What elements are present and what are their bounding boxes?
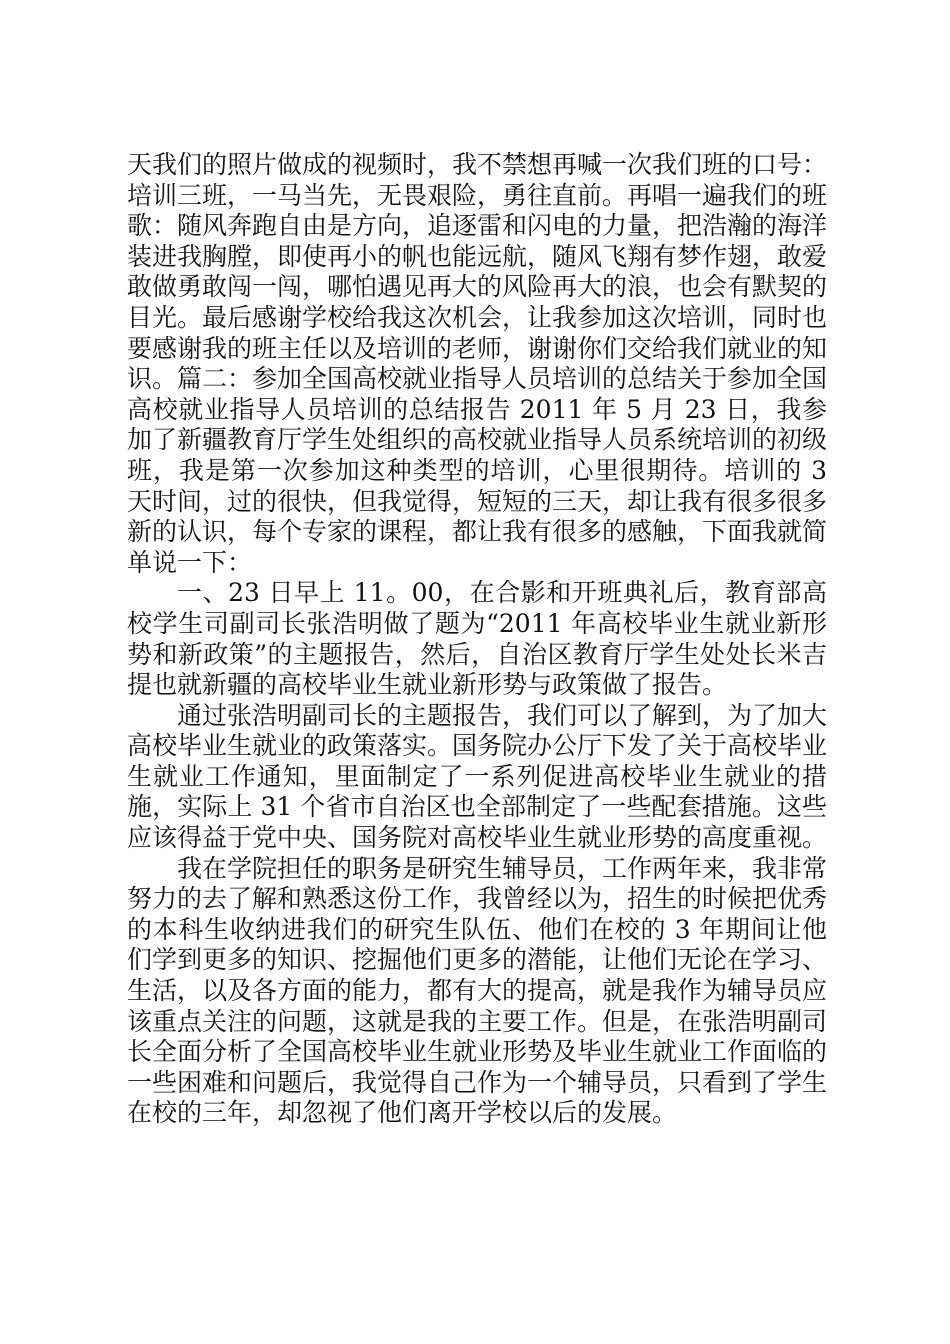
paragraph-1: 天我们的照片做成的视频时，我不禁想再喊一次我们班的口号：培训三班，一马当先，无畏艰险，勇往直前。再唱一遍我们的班歌：随风奔跑自由是方向，追逐雷和闪电的力量，把浩瀚的海洋装进我胸膛，即使再小的帆也能远航，随风飞翔有梦作翅，敢爱敢做勇敢闯一闯，哪怕遇见再大的风险再大的浪，也会有默契的目光。最后感谢学校给我这次机会，让我参加这次培训，同时也要感谢我的班主任以及培训的老师，谢谢你们交给我们就业的知识。篇二：参加全国高校就业指导人员培训的总结关于参加全国高校就业指导人员培训的总结报告 2011 年 5 月 23 日，我参加了新疆教育厅学生处组织的高校就业指导人员系统培训的初级班，我是第一次参加这种类型的培训，心里很期待。培训的 3 天时间，过的很快，但我觉得，短短的三天，却让我有很多很多新的认识，每个专家的课程，都让我有很多的感触，下面我就简单说一下： [127, 150, 828, 577]
paragraph-3: 通过张浩明副司长的主题报告，我们可以了解到，为了加大高校毕业生就业的政策落实。国务院办公厅下发了关于高校毕业生就业工作通知，里面制定了一系列促进高校毕业生就业的措施，实际上 31 个省市自治区也全部制定了一些配套措施。这些应该得益于党中央、国务院对高校毕业生就业形势的高度重视。 [127, 700, 828, 853]
paragraph-2: 一、23 日早上 11。00，在合影和开班典礼后，教育部高校学生司副司长张浩明做了题为“2011 年高校毕业生就业新形势和新政策”的主题报告，然后，自治区教育厅学生处处长米吉提也就新疆的高校毕业生就业新形势与政策做了报告。 [127, 578, 827, 700]
document-body [127, 150, 827, 1129]
paragraph-4: 我在学院担任的职务是研究生辅导员，工作两年来，我非常努力的去了解和熟悉这份工作，我曾经以为，招生的时候把优秀的本科生收纳进我们的研究生队伍、他们在校的 3 年期间让他们学到更多的知识、挖掘他们更多的潜能，让他们无论在学习、生活，以及各方面的能力，都有大的提高，就是我作为辅导员应该重点关注的问题，这就是我的主要工作。但是，在张浩明副司长全面分析了全国高校毕业生就业形势及毕业生就业工作面临的一些困难和问题后，我觉得自己作为一个辅导员，只看到了学生在校的三年，却忽视了他们离开学校以后的发展。 [127, 853, 828, 1128]
